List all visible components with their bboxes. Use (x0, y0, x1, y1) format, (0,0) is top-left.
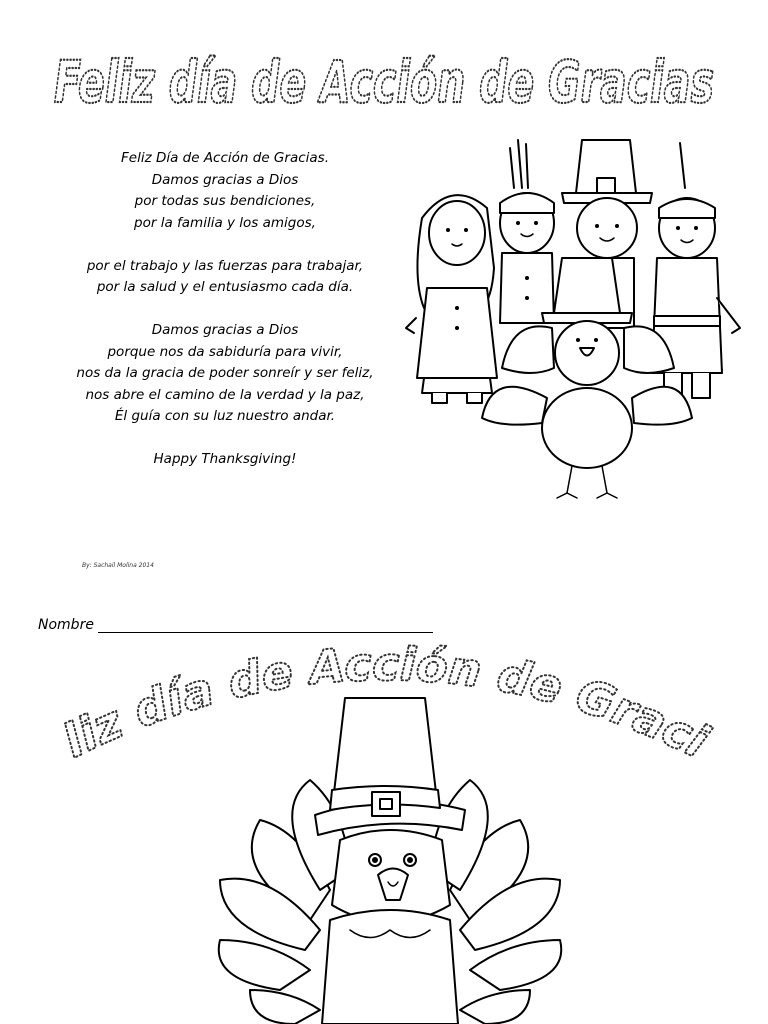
stanza-gap (20, 299, 430, 321)
poem-line: por la salud y el entusiasmo cada día. (96, 279, 354, 295)
poem-line: por todas sus bendiciones, (134, 193, 316, 209)
page-title-text: Feliz día de Acción de Gracias (54, 48, 714, 116)
poem-line: Él guía con su luz nuestro andar. (114, 408, 336, 424)
stanza-gap (20, 234, 430, 256)
name-label: Nombre (38, 617, 94, 633)
turkey-head (332, 830, 450, 923)
poem-line: Damos gracias a Dios (151, 171, 299, 188)
stanza-gap (20, 428, 430, 450)
poem-closing: Happy Thanksgiving! (153, 451, 297, 467)
pilgrim-hat (315, 698, 465, 835)
poem-line: nos da la gracia de poder sonreír y ser feliz, (76, 365, 374, 381)
girl-pilgrim-figure (406, 195, 497, 403)
poem-line: Feliz Día de Acción de Gracias. (121, 150, 329, 166)
turkey-body (322, 910, 458, 1024)
page-title (0, 28, 768, 128)
pilgrims-illustration (402, 128, 747, 503)
worksheet-title-text: liz día de Acción de Graci (54, 636, 717, 769)
poem-line: porque nos da sabiduría para vivir, (107, 343, 343, 360)
poem-line: nos abre el camino de la verdad y la paz, (85, 386, 365, 403)
poem-line: Damos gracias a Dios (151, 322, 299, 338)
author-byline: By: Sachail Molina 2014 (82, 562, 154, 569)
poem-line: por la familia y los amigos, (134, 214, 316, 231)
native-figure (500, 140, 554, 323)
poem (20, 148, 430, 471)
poem-line: por el trabajo y las fuerzas para trabajar, (86, 257, 364, 274)
turkey-coloring-illustration (210, 690, 570, 1024)
